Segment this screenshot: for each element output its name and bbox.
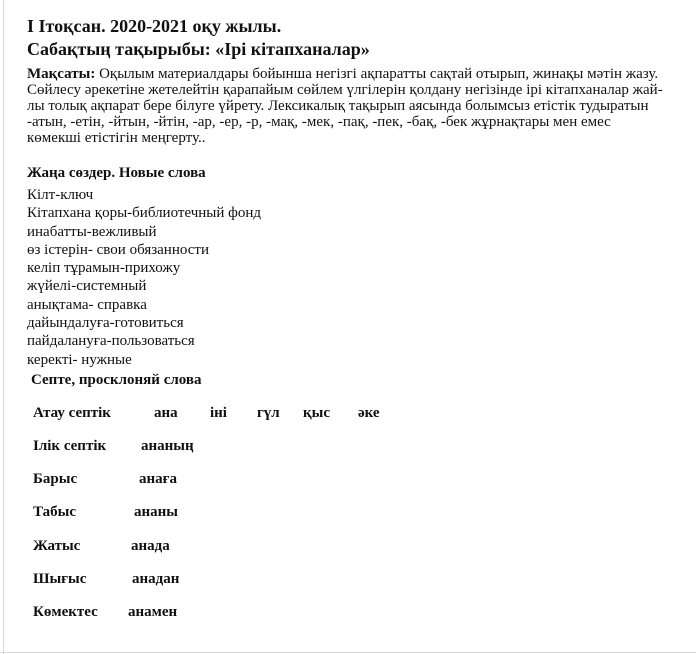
vocab-item: Кітапхана қоры-библиотечный фонд — [27, 205, 262, 222]
case-name: Ілік септік — [33, 438, 107, 454]
nominative-word: гүл — [257, 405, 280, 421]
vocab-list — [27, 186, 261, 369]
declined-form: ананың — [141, 438, 194, 454]
nominative-word: ана — [154, 405, 178, 421]
objective-text: Оқылым материалдары бойынша негізгі ақпаратты сақтай отырып, жинақы мәтін жазу. Сөйлесу әрекетіне жетелейтін қарапайым сөйлем үлгілерін қолдану негізінде ірі кітапханалар жай- лы толық ақпарат бере білуге үйрету. Лексикалық тақырып аясында болымсыз етістік тудыратын -атын, -етін, -йтын, -йтін, -ар, -ер, -р, -мақ, -мек, -пақ, -пек, -бақ, -бек жұрнақтары мен емес көмекші етістігін меңгерту.. — [27, 66, 663, 146]
case-name: Көмектес — [33, 604, 98, 620]
lesson-topic-heading: Сабақтың тақырыбы: «Ірі кітапханалар» — [27, 39, 370, 59]
declined-form: анадан — [132, 571, 180, 587]
left-margin-rule — [3, 0, 4, 654]
case-name: Табыс — [33, 504, 77, 520]
quarter-heading: I Iтоқсан. 2020-2021 оқу жылы. — [27, 16, 282, 36]
vocab-item: Кілт-ключ — [27, 187, 94, 203]
declined-form: анамен — [128, 604, 178, 620]
objective-label: Мақсаты: — [27, 66, 96, 82]
declined-form: ананы — [134, 504, 178, 520]
case-name: Жатыс — [33, 538, 81, 554]
vocab-item: дайындалуға-готовиться — [27, 315, 184, 332]
vocab-item: инабатты-вежливый — [27, 223, 157, 240]
case-name: Атау септік — [33, 405, 111, 421]
vocab-item: келіп тұрамын-прихожу — [27, 260, 181, 277]
vocab-item: өз істерін- свои обязанности — [27, 241, 209, 258]
declension-heading: Септе, просклоняй слова — [31, 372, 202, 388]
bottom-margin-rule — [0, 652, 696, 653]
vocab-heading: Жаңа сөздер. Новые слова — [27, 165, 206, 181]
vocab-item: пайдалануға-пользоваться — [27, 333, 195, 350]
lesson-objective — [27, 66, 667, 146]
vocab-item: анықтама- справка — [27, 296, 147, 313]
vocab-item: жүйелі-системный — [27, 278, 147, 295]
nominative-word: әке — [358, 405, 380, 421]
declined-form: анада — [131, 538, 170, 554]
vocab-item: керекті- нужные — [27, 351, 132, 368]
declined-form: анаға — [139, 471, 177, 487]
nominative-word: қыс — [303, 405, 331, 421]
case-name: Шығыс — [33, 571, 87, 587]
nominative-word: іні — [210, 405, 227, 421]
case-name: Барыс — [33, 471, 78, 487]
